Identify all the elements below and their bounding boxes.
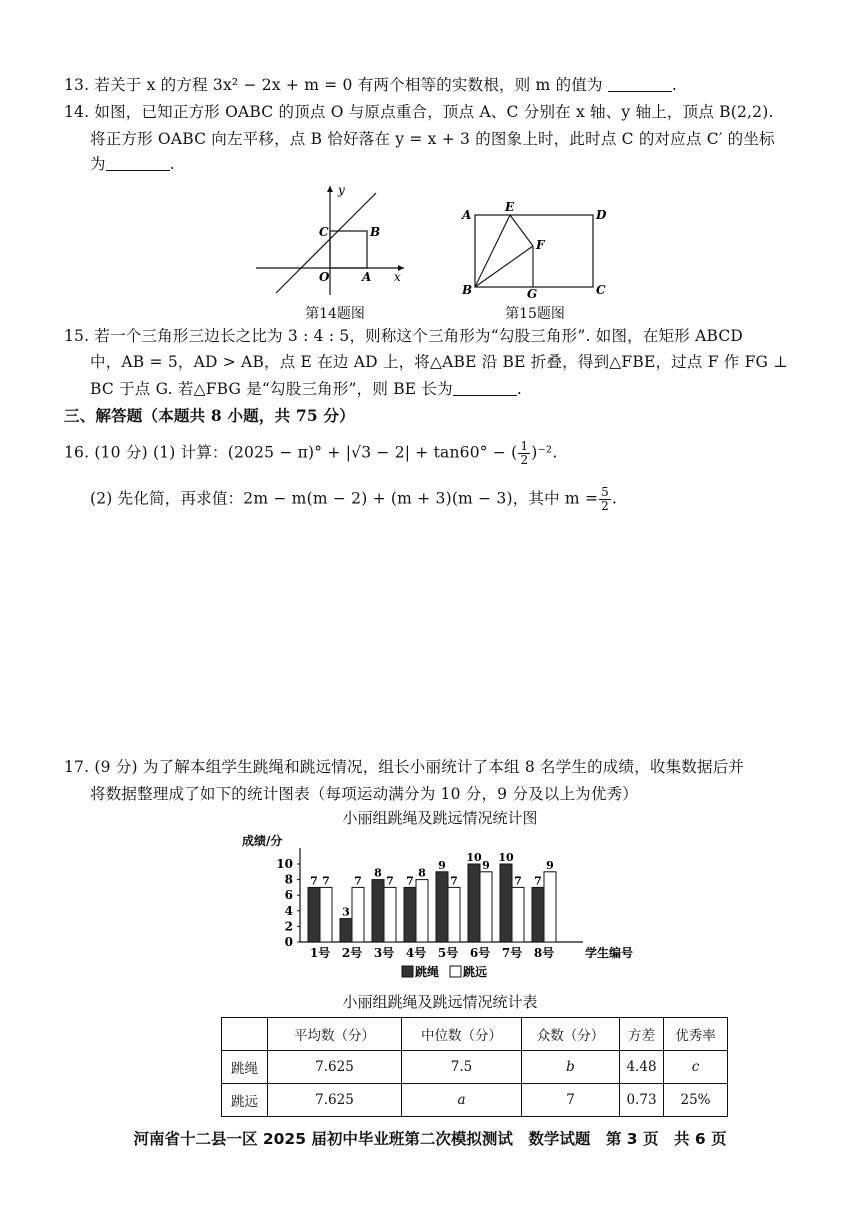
answer-blank-13[interactable]: [608, 77, 672, 92]
y-axis-arrow: [327, 186, 333, 192]
row-label: 跳绳: [222, 1051, 268, 1084]
bar-跳远: [320, 887, 332, 942]
label-a: A: [362, 270, 372, 284]
square-oabc: [330, 231, 367, 268]
y-tick-label: 0: [284, 935, 293, 949]
label-y: y: [338, 183, 345, 197]
bar-chart: [238, 832, 678, 982]
data-label: 8: [418, 866, 426, 880]
x-tick-label: 4号: [405, 946, 427, 960]
label-b: B: [462, 283, 473, 297]
segment-be: [475, 215, 510, 287]
x-tick-label: 6号: [469, 946, 491, 960]
label-b: B: [370, 225, 381, 239]
figure-14: [250, 180, 410, 300]
label-d: D: [596, 208, 607, 222]
x-tick-label: 5号: [437, 946, 459, 960]
data-label: 3: [342, 905, 350, 919]
bar-跳远: [416, 880, 428, 942]
data-label: 7: [450, 874, 458, 888]
question-16-part-2: (2) 先化简，再求值：2m − m(m − 2) + (m + 3)(m − 3)，其中 m = $\frac{5}{2}$ .: [90, 485, 618, 513]
label-f: F: [536, 238, 545, 252]
question-14-line-1: 14. 如图，已知正方形 OABC 的顶点 O 与原点重合，顶点 A、C 分别在 x 轴、y 轴上，顶点 B(2,2).: [64, 103, 774, 121]
header-cell: [222, 1018, 268, 1051]
y-tick-label: 8: [284, 872, 293, 887]
bar-跳远: [480, 872, 492, 942]
label-g: G: [527, 287, 538, 298]
table-row: [222, 1051, 728, 1084]
bar-跳绳: [468, 864, 480, 942]
data-label: 10: [466, 851, 482, 864]
stats-table: [221, 1017, 728, 1117]
chart-title: 小丽组跳绳及跳远情况统计图: [342, 809, 538, 827]
segment-ef: [510, 215, 533, 246]
bar-跳绳: [372, 880, 384, 942]
y-axis-label: 成绩/分: [242, 834, 283, 848]
page-footer: 河南省十二县一区 2025 届初中毕业班第二次模拟测试 数学试题 第 3 页 共 6 页: [133, 1130, 727, 1148]
segment-bf: [475, 246, 533, 287]
label-c: C: [596, 283, 606, 297]
fraction-five-halves: $\frac{5}{2}$: [601, 485, 609, 513]
table-cell: a: [402, 1084, 522, 1117]
table-header-row: [222, 1018, 728, 1051]
table-row: [222, 1084, 728, 1117]
header-cell: 众数（分）: [522, 1018, 620, 1051]
label-o: O: [319, 270, 330, 284]
data-label: 9: [438, 858, 446, 872]
header-cell: 平均数（分）: [268, 1018, 402, 1051]
x-tick-label: 3号: [373, 946, 395, 960]
figure-15: [455, 198, 615, 298]
data-label: 7: [310, 874, 318, 888]
table-cell: 7: [522, 1084, 620, 1117]
header-cell: 优秀率: [664, 1018, 728, 1051]
x-axis-label: 学生编号: [585, 946, 634, 960]
data-label: 7: [354, 874, 362, 888]
x-tick-label: 1号: [309, 946, 331, 960]
y-tick-label: 2: [284, 919, 293, 934]
x-tick-label: 2号: [341, 946, 363, 960]
question-15-line-2: 中，AB = 5，AD > AB，点 E 在边 AD 上，将△ABE 沿 BE 折叠，得到△FBE，过点 F 作 FG ⊥: [90, 353, 789, 371]
question-14-line-2: 将正方形 OABC 向左平移，点 B 恰好落在 y = x + 3 的图象上时，此时点 C 的对应点 C′ 的坐标: [90, 130, 775, 148]
data-label: 7: [534, 874, 542, 888]
table-cell: b: [522, 1051, 620, 1084]
data-label: 7: [386, 874, 394, 888]
data-label: 7: [514, 874, 522, 888]
table-cell: 4.48: [620, 1051, 664, 1084]
bar-跳绳: [308, 887, 320, 942]
bar-跳绳: [500, 864, 512, 942]
answer-blank-14[interactable]: [106, 156, 170, 171]
legend-label: 跳绳: [415, 965, 440, 979]
label-c: C: [319, 225, 329, 239]
data-label: 9: [482, 858, 490, 872]
question-17-line-1: 17. (9 分) 为了解本组学生跳绳和跳远情况，组长小丽统计了本组 8 名学生的成绩，收集数据后并: [64, 758, 745, 776]
question-13: 13. 若关于 x 的方程 3x² − 2x + m = 0 有两个相等的实数根，则 m 的值为 .: [64, 76, 677, 94]
bar-跳远: [512, 887, 524, 942]
question-17-line-2: 将数据整理成了如下的统计图表（每项运动满分为 10 分，9 分及以上为优秀）: [90, 785, 638, 803]
label-e: E: [505, 200, 515, 214]
section-heading: 三、解答题（本题共 8 小题，共 75 分）: [64, 406, 355, 425]
header-cell: 方差: [620, 1018, 664, 1051]
answer-blank-15[interactable]: [453, 381, 517, 396]
data-label: 7: [406, 874, 414, 888]
table-cell: 7.625: [268, 1051, 402, 1084]
y-tick-label: 10: [276, 857, 293, 871]
header-cell: 中位数（分）: [402, 1018, 522, 1051]
table-cell: 7.5: [402, 1051, 522, 1084]
bar-跳远: [544, 872, 556, 942]
bar-跳绳: [404, 887, 416, 942]
question-16-part-1: 16. (10 分) (1) 计算：(2025 − π)° + |√3 − 2| + tan60° − ( $\frac{1}{2}$ )⁻².: [64, 439, 558, 467]
question-14-line-3: 为 .: [90, 155, 175, 173]
bar-跳绳: [532, 887, 544, 942]
fraction-one-half: $\frac{1}{2}$: [520, 439, 529, 467]
figure-15-caption: 第15题图: [505, 306, 565, 322]
data-label: 8: [374, 866, 382, 880]
table-cell: 7.625: [268, 1084, 402, 1117]
data-label: 7: [322, 874, 330, 888]
data-label: 9: [546, 858, 554, 872]
bar-跳绳: [436, 872, 448, 942]
y-tick-label: 6: [284, 888, 293, 903]
data-label: 10: [498, 851, 514, 864]
table-title: 小丽组跳绳及跳远情况统计表: [342, 993, 538, 1011]
legend-swatch: [450, 966, 461, 977]
bar-跳远: [384, 887, 396, 942]
label-x: x: [394, 270, 401, 284]
question-13-text: 13. 若关于 x 的方程 3x² − 2x + m = 0 有两个相等的实数根，则 m 的值为: [64, 76, 603, 94]
y-tick-label: 4: [284, 903, 293, 918]
figure-14-caption: 第14题图: [305, 306, 365, 322]
table-cell: 0.73: [620, 1084, 664, 1117]
legend-swatch: [402, 966, 413, 977]
question-15-line-1: 15. 若一个三角形三边长之比为 3 : 4 : 5，则称这个三角形为“勾股三角形”. 如图，在矩形 ABCD: [64, 327, 744, 345]
bar-跳远: [352, 887, 364, 942]
x-tick-label: 8号: [533, 946, 555, 960]
bar-跳远: [448, 887, 460, 942]
bar-跳绳: [340, 919, 352, 942]
row-label: 跳远: [222, 1084, 268, 1117]
table-cell: 25%: [664, 1084, 728, 1117]
label-a: A: [462, 208, 472, 222]
x-tick-label: 7号: [501, 946, 523, 960]
legend-label: 跳远: [463, 965, 488, 979]
question-15-line-3: BC 于点 G. 若△FBG 是“勾股三角形”，则 BE 长为 .: [90, 380, 522, 398]
table-cell: c: [664, 1051, 728, 1084]
